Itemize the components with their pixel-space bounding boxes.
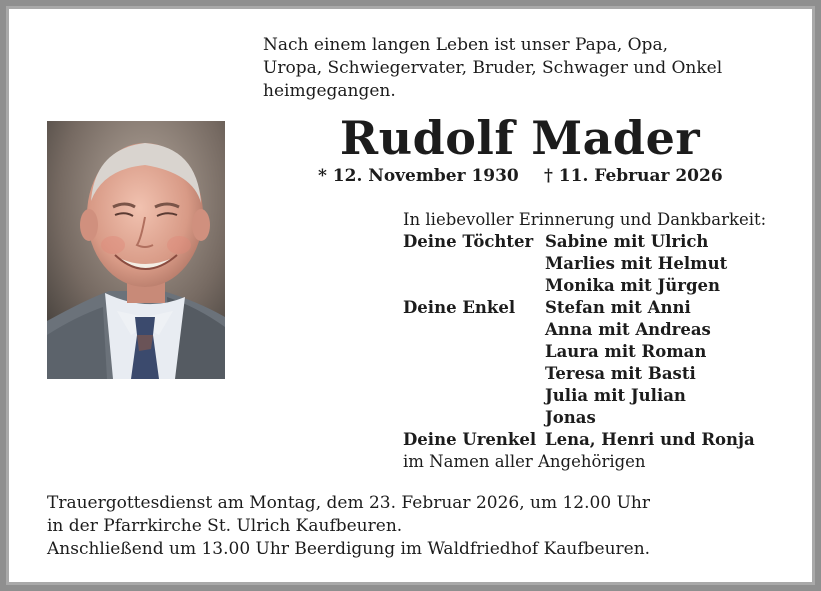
mourner-row <box>403 341 803 363</box>
mourner-row <box>403 253 803 275</box>
service-line: Trauergottesdienst am Montag, dem 23. Februar 2026, um 12.00 Uhr <box>47 493 650 513</box>
mourner-name: Stefan mit Anni <box>545 298 691 317</box>
mourner-name: Julia mit Julian <box>545 386 686 405</box>
mourners-heading-row <box>403 209 803 231</box>
mourner-row <box>403 429 803 451</box>
mourner-row <box>403 297 803 319</box>
life-dates <box>318 166 723 186</box>
mourners-list <box>403 209 803 473</box>
intro-text <box>263 34 783 103</box>
death-date: † 11. Februar 2026 <box>544 166 723 186</box>
mourner-row <box>403 319 803 341</box>
mourner-row <box>403 231 803 253</box>
mourner-name: Marlies mit Helmut <box>545 254 728 273</box>
mourner-name: Anna mit Andreas <box>545 320 711 339</box>
mourner-row <box>403 407 803 429</box>
mourner-row <box>403 275 803 297</box>
birth-date: * 12. November 1930 <box>318 166 519 186</box>
service-line: in der Pfarrkirche St. Ulrich Kaufbeuren. <box>47 516 403 536</box>
mourners-heading: In liebevoller Erinnerung und Dankbarkeit: <box>403 210 767 229</box>
mourner-group-label: Deine Töchter <box>403 232 534 251</box>
portrait-photo <box>47 121 225 379</box>
mourner-group-label: Deine Urenkel <box>403 430 537 449</box>
mourners-closing-row <box>403 451 803 473</box>
mourner-name: Laura mit Roman <box>545 342 707 361</box>
intro-line: heimgegangen. <box>263 81 396 101</box>
intro-line: Nach einem langen Leben ist unser Papa, Opa, <box>263 35 668 55</box>
intro-line: Uropa, Schwiegervater, Bruder, Schwager und Onkel <box>263 58 723 78</box>
mourner-name: Teresa mit Basti <box>545 364 696 383</box>
mourner-name: Sabine mit Ulrich <box>545 232 709 251</box>
mourner-name: Jonas <box>545 408 596 427</box>
deceased-name: Rudolf Mader <box>339 111 701 165</box>
service-line: Anschließend um 13.00 Uhr Beerdigung im Waldfriedhof Kaufbeuren. <box>47 539 651 559</box>
service-info <box>47 492 787 561</box>
mourner-name: Monika mit Jürgen <box>545 276 721 295</box>
mourner-group-label: Deine Enkel <box>403 298 516 317</box>
portrait-illustration <box>47 121 225 379</box>
mourners-closing: im Namen aller Angehörigen <box>403 452 646 471</box>
mourner-row <box>403 385 803 407</box>
mourner-name: Lena, Henri und Ronja <box>545 430 755 449</box>
mourner-row <box>403 363 803 385</box>
